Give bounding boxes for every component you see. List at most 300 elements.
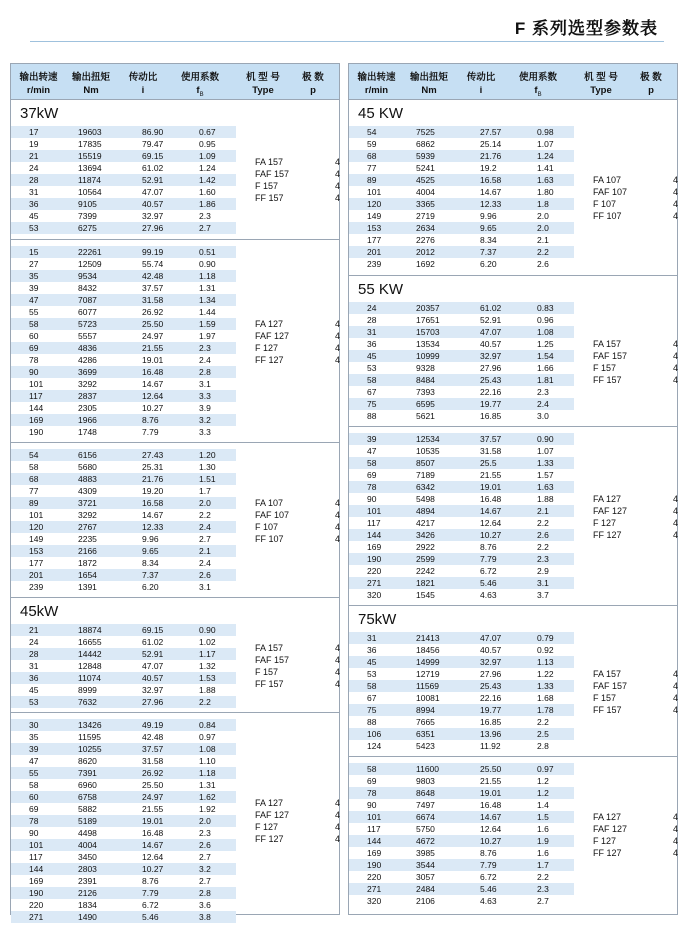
torque-cell: 3985 bbox=[416, 848, 435, 858]
ratio-cell: 25.31 bbox=[142, 462, 164, 472]
torque-cell: 3699 bbox=[78, 367, 97, 377]
torque-cell: 13426 bbox=[78, 720, 102, 730]
speed-cell: 239 bbox=[29, 582, 44, 592]
model-type: F 127 bbox=[255, 822, 279, 832]
table-row bbox=[11, 402, 236, 414]
speed-cell: 75 bbox=[367, 399, 377, 409]
column-unit: p bbox=[310, 85, 316, 96]
ratio-cell: 47.07 bbox=[142, 661, 164, 671]
ratio-cell: 27.43 bbox=[142, 450, 164, 460]
table-row bbox=[11, 684, 236, 696]
ratio-cell: 52.91 bbox=[480, 315, 502, 325]
ratio-cell: 14.67 bbox=[480, 506, 502, 516]
speed-cell: 69 bbox=[367, 470, 377, 480]
pole-count: 4 bbox=[334, 355, 340, 365]
torque-cell: 5939 bbox=[416, 151, 435, 161]
factor-cell: 0.98 bbox=[537, 127, 554, 137]
torque-cell: 4004 bbox=[78, 840, 97, 850]
pole-count: 4 bbox=[334, 810, 340, 820]
table-row bbox=[11, 569, 236, 581]
torque-cell: 3292 bbox=[78, 510, 97, 520]
speed-cell: 117 bbox=[367, 824, 381, 834]
model-line bbox=[593, 811, 678, 823]
ratio-cell: 16.48 bbox=[142, 367, 164, 377]
torque-cell: 11569 bbox=[416, 681, 440, 691]
ratio-cell: 61.02 bbox=[142, 163, 164, 173]
speed-cell: 58 bbox=[367, 458, 377, 468]
ratio-cell: 40.57 bbox=[480, 645, 502, 655]
torque-cell: 2922 bbox=[416, 542, 435, 552]
factor-cell: 2.3 bbox=[199, 211, 211, 221]
unit-subscript: B bbox=[537, 91, 542, 98]
factor-cell: 1.08 bbox=[199, 744, 216, 754]
speed-cell: 58 bbox=[367, 375, 377, 385]
model-line bbox=[593, 668, 678, 680]
speed-cell: 53 bbox=[367, 669, 377, 679]
pole-count: 4 bbox=[672, 669, 678, 679]
ratio-cell: 19.77 bbox=[480, 399, 502, 409]
speed-cell: 271 bbox=[367, 884, 382, 894]
pole-count: 4 bbox=[672, 187, 678, 197]
speed-cell: 144 bbox=[29, 403, 44, 413]
ratio-cell: 47.07 bbox=[480, 327, 502, 337]
factor-cell: 1.13 bbox=[537, 657, 554, 667]
ratio-cell: 16.48 bbox=[480, 494, 502, 504]
speed-cell: 77 bbox=[29, 486, 39, 496]
factor-cell: 1.63 bbox=[537, 482, 554, 492]
table-row bbox=[349, 174, 574, 186]
factor-cell: 1.44 bbox=[199, 307, 216, 317]
ratio-cell: 19.2 bbox=[480, 163, 497, 173]
factor-cell: 0.90 bbox=[199, 259, 216, 269]
table-row bbox=[349, 811, 574, 823]
torque-cell: 1821 bbox=[416, 578, 435, 588]
model-line bbox=[593, 847, 678, 859]
ratio-cell: 7.79 bbox=[142, 888, 159, 898]
speed-cell: 106 bbox=[367, 729, 382, 739]
torque-cell: 5557 bbox=[78, 331, 97, 341]
factor-cell: 1.09 bbox=[199, 151, 216, 161]
speed-cell: 45 bbox=[29, 211, 39, 221]
torque-cell: 2276 bbox=[416, 235, 435, 245]
table-row bbox=[349, 859, 574, 871]
table-row bbox=[349, 350, 574, 362]
speed-cell: 67 bbox=[367, 387, 377, 397]
table-row bbox=[11, 767, 236, 779]
ratio-cell: 12.33 bbox=[480, 199, 502, 209]
torque-cell: 17835 bbox=[78, 139, 102, 149]
table-row bbox=[349, 775, 574, 787]
ratio-cell: 16.58 bbox=[142, 498, 164, 508]
ratio-cell: 24.97 bbox=[142, 792, 164, 802]
factor-cell: 0.96 bbox=[537, 315, 554, 325]
table-row bbox=[349, 680, 574, 692]
ratio-cell: 6.72 bbox=[142, 900, 159, 910]
factor-cell: 1.07 bbox=[537, 446, 554, 456]
factor-cell: 2.3 bbox=[537, 884, 549, 894]
left-parameter-table bbox=[10, 63, 340, 922]
table-row bbox=[11, 779, 236, 791]
speed-cell: 39 bbox=[367, 434, 377, 444]
model-type: F 157 bbox=[593, 693, 617, 703]
table-row bbox=[349, 150, 574, 162]
table-row bbox=[11, 672, 236, 684]
speed-cell: 31 bbox=[367, 633, 377, 643]
factor-cell: 2.0 bbox=[199, 498, 211, 508]
factor-cell: 2.6 bbox=[537, 530, 549, 540]
ratio-cell: 13.96 bbox=[480, 729, 502, 739]
torque-cell: 3450 bbox=[78, 852, 97, 862]
ratio-cell: 25.50 bbox=[142, 780, 164, 790]
speed-cell: 169 bbox=[367, 542, 382, 552]
column-unit: p bbox=[648, 85, 654, 96]
ratio-cell: 22.16 bbox=[480, 387, 502, 397]
model-line bbox=[593, 493, 678, 505]
model-type: FA 107 bbox=[593, 175, 622, 185]
pole-count: 4 bbox=[672, 824, 678, 834]
model-type: FA 157 bbox=[593, 339, 622, 349]
speed-cell: 58 bbox=[29, 319, 39, 329]
speed-cell: 90 bbox=[29, 828, 39, 838]
factor-cell: 2.6 bbox=[199, 570, 211, 580]
table-row bbox=[349, 517, 574, 529]
pole-count: 4 bbox=[672, 199, 678, 209]
speed-cell: 17 bbox=[29, 127, 39, 137]
factor-cell: 3.1 bbox=[199, 582, 211, 592]
speed-cell: 47 bbox=[29, 295, 39, 305]
table-row bbox=[349, 740, 574, 752]
ratio-cell: 61.02 bbox=[480, 303, 502, 313]
table-row bbox=[11, 461, 236, 473]
ratio-cell: 16.48 bbox=[480, 800, 502, 810]
right-parameter-table bbox=[348, 63, 678, 915]
model-type: FAF 157 bbox=[255, 169, 290, 179]
ratio-cell: 8.34 bbox=[480, 235, 497, 245]
column-unit: Nm bbox=[421, 85, 437, 96]
ratio-cell: 4.63 bbox=[480, 590, 497, 600]
torque-cell: 7665 bbox=[416, 717, 435, 727]
torque-cell: 5423 bbox=[416, 741, 435, 751]
ratio-cell: 6.72 bbox=[480, 566, 497, 576]
table-row bbox=[11, 473, 236, 485]
table-row bbox=[349, 716, 574, 728]
factor-cell: 1.25 bbox=[537, 339, 554, 349]
column-header: 使用系数 bbox=[180, 72, 219, 83]
ratio-cell: 14.67 bbox=[142, 840, 164, 850]
torque-cell: 8507 bbox=[416, 458, 435, 468]
ratio-cell: 47.07 bbox=[480, 633, 502, 643]
torque-cell: 2719 bbox=[416, 211, 435, 221]
speed-cell: 47 bbox=[367, 446, 377, 456]
ratio-cell: 42.48 bbox=[142, 732, 164, 742]
speed-cell: 68 bbox=[29, 474, 39, 484]
ratio-cell: 25.43 bbox=[480, 375, 502, 385]
factor-cell: 2.8 bbox=[199, 888, 211, 898]
column-unit: $f_B$ bbox=[534, 85, 542, 98]
ratio-cell: 61.02 bbox=[142, 637, 164, 647]
column-header: 输出扭矩 bbox=[409, 72, 448, 83]
pole-count: 4 bbox=[334, 822, 340, 832]
model-type: FA 127 bbox=[255, 319, 284, 329]
pole-count: 4 bbox=[672, 812, 678, 822]
ratio-cell: 21.76 bbox=[480, 151, 502, 161]
speed-cell: 77 bbox=[367, 163, 377, 173]
torque-cell: 5750 bbox=[416, 824, 435, 834]
ratio-cell: 8.76 bbox=[142, 415, 159, 425]
power-rating-heading: 45kW bbox=[20, 603, 59, 620]
table-row bbox=[349, 529, 574, 541]
table-row bbox=[11, 815, 236, 827]
model-type: FAF 107 bbox=[593, 187, 628, 197]
torque-cell: 5621 bbox=[416, 411, 435, 421]
speed-cell: 78 bbox=[29, 816, 39, 826]
speed-cell: 320 bbox=[367, 896, 382, 906]
table-row bbox=[11, 222, 236, 234]
factor-cell: 1.17 bbox=[199, 649, 216, 659]
ratio-cell: 12.64 bbox=[480, 518, 502, 528]
model-line bbox=[593, 505, 678, 517]
model-line bbox=[255, 678, 340, 690]
torque-cell: 5241 bbox=[416, 163, 435, 173]
ratio-cell: 27.96 bbox=[480, 363, 502, 373]
torque-cell: 5498 bbox=[416, 494, 435, 504]
ratio-cell: 69.15 bbox=[142, 625, 164, 635]
torque-cell: 8648 bbox=[416, 788, 435, 798]
table-row bbox=[349, 457, 574, 469]
speed-cell: 201 bbox=[367, 247, 382, 257]
torque-cell: 11595 bbox=[78, 732, 102, 742]
table-row bbox=[11, 696, 236, 708]
speed-cell: 59 bbox=[367, 139, 377, 149]
power-section bbox=[11, 100, 339, 239]
torque-cell: 6275 bbox=[78, 223, 97, 233]
column-header: 输出扭矩 bbox=[71, 72, 110, 83]
ratio-cell: 9.65 bbox=[142, 546, 159, 556]
torque-cell: 7391 bbox=[78, 768, 97, 778]
pole-count: 4 bbox=[334, 655, 340, 665]
ratio-cell: 7.79 bbox=[480, 554, 497, 564]
ratio-cell: 47.07 bbox=[142, 187, 164, 197]
table-row bbox=[11, 911, 236, 923]
model-group bbox=[349, 426, 677, 606]
table-row bbox=[11, 282, 236, 294]
torque-cell: 7632 bbox=[78, 697, 97, 707]
table-row bbox=[349, 632, 574, 644]
ratio-cell: 10.27 bbox=[480, 836, 502, 846]
ratio-cell: 79.47 bbox=[142, 139, 164, 149]
model-type: F 157 bbox=[593, 363, 617, 373]
table-row bbox=[349, 541, 574, 553]
speed-cell: 220 bbox=[367, 566, 382, 576]
speed-cell: 120 bbox=[367, 199, 382, 209]
table-row bbox=[349, 553, 574, 565]
factor-cell: 0.83 bbox=[537, 303, 554, 313]
speed-cell: 78 bbox=[29, 355, 39, 365]
pole-count: 4 bbox=[334, 181, 340, 191]
torque-cell: 1545 bbox=[416, 590, 435, 600]
table-row bbox=[11, 306, 236, 318]
table-row bbox=[349, 883, 574, 895]
speed-cell: 24 bbox=[29, 637, 39, 647]
torque-cell: 5723 bbox=[78, 319, 97, 329]
column-header: 极 数 bbox=[640, 72, 662, 83]
table-row bbox=[11, 521, 236, 533]
ratio-cell: 19.77 bbox=[480, 705, 502, 715]
factor-cell: 0.92 bbox=[537, 645, 554, 655]
torque-cell: 5680 bbox=[78, 462, 97, 472]
table-row bbox=[11, 246, 236, 258]
model-type: FA 127 bbox=[593, 494, 622, 504]
ratio-cell: 9.65 bbox=[480, 223, 497, 233]
pole-count: 4 bbox=[334, 331, 340, 341]
pole-count: 4 bbox=[672, 693, 678, 703]
speed-cell: 36 bbox=[367, 645, 377, 655]
torque-cell: 1748 bbox=[78, 427, 97, 437]
factor-cell: 2.1 bbox=[537, 235, 549, 245]
speed-cell: 24 bbox=[367, 303, 377, 313]
factor-cell: 1.80 bbox=[537, 187, 554, 197]
speed-cell: 177 bbox=[367, 235, 382, 245]
pole-count: 4 bbox=[334, 343, 340, 353]
column-unit: Type bbox=[252, 85, 274, 96]
torque-cell: 7393 bbox=[416, 387, 435, 397]
speed-cell: 39 bbox=[29, 744, 39, 754]
factor-cell: 2.0 bbox=[537, 211, 549, 221]
torque-cell: 10999 bbox=[416, 351, 440, 361]
model-type: FF 127 bbox=[255, 834, 284, 844]
table-row bbox=[349, 469, 574, 481]
ratio-cell: 19.01 bbox=[142, 816, 164, 826]
factor-cell: 1.7 bbox=[199, 486, 211, 496]
torque-cell: 7189 bbox=[416, 470, 435, 480]
table-row bbox=[11, 162, 236, 174]
table-row bbox=[11, 150, 236, 162]
model-type: FAF 107 bbox=[255, 510, 290, 520]
speed-cell: 153 bbox=[367, 223, 382, 233]
ratio-cell: 6.72 bbox=[480, 872, 497, 882]
model-line bbox=[593, 835, 678, 847]
factor-cell: 2.0 bbox=[199, 816, 211, 826]
pole-count: 4 bbox=[334, 157, 340, 167]
speed-cell: 88 bbox=[367, 411, 377, 421]
model-type: FF 107 bbox=[255, 534, 284, 544]
speed-cell: 190 bbox=[367, 554, 382, 564]
speed-cell: 220 bbox=[29, 900, 44, 910]
table-row bbox=[349, 835, 574, 847]
speed-cell: 144 bbox=[29, 864, 44, 874]
factor-cell: 1.54 bbox=[537, 351, 554, 361]
speed-cell: 21 bbox=[29, 625, 39, 635]
torque-cell: 17651 bbox=[416, 315, 440, 325]
factor-cell: 1.24 bbox=[537, 151, 554, 161]
ratio-cell: 16.48 bbox=[142, 828, 164, 838]
factor-cell: 1.18 bbox=[199, 768, 216, 778]
speed-cell: 153 bbox=[29, 546, 44, 556]
torque-cell: 1654 bbox=[78, 570, 97, 580]
speed-cell: 90 bbox=[29, 367, 39, 377]
speed-cell: 58 bbox=[29, 780, 39, 790]
factor-cell: 1.88 bbox=[537, 494, 554, 504]
factor-cell: 1.30 bbox=[199, 462, 216, 472]
factor-cell: 2.2 bbox=[537, 542, 549, 552]
speed-cell: 58 bbox=[29, 462, 39, 472]
ratio-cell: 22.16 bbox=[480, 693, 502, 703]
torque-cell: 6156 bbox=[78, 450, 97, 460]
torque-cell: 5882 bbox=[78, 804, 97, 814]
model-list bbox=[255, 318, 340, 366]
pole-count: 4 bbox=[672, 351, 678, 361]
pole-count: 4 bbox=[672, 211, 678, 221]
power-rating-heading: 55 KW bbox=[358, 281, 404, 298]
model-line bbox=[255, 192, 340, 204]
torque-cell: 6960 bbox=[78, 780, 97, 790]
ratio-cell: 10.27 bbox=[142, 403, 164, 413]
torque-cell: 8999 bbox=[78, 685, 97, 695]
factor-cell: 1.62 bbox=[199, 792, 216, 802]
speed-cell: 69 bbox=[29, 343, 39, 353]
speed-cell: 60 bbox=[29, 792, 39, 802]
model-list bbox=[255, 156, 340, 204]
factor-cell: 1.86 bbox=[199, 199, 216, 209]
table-row bbox=[11, 863, 236, 875]
model-line bbox=[255, 497, 340, 509]
ratio-cell: 19.01 bbox=[480, 788, 502, 798]
pole-count: 4 bbox=[672, 681, 678, 691]
model-list bbox=[593, 493, 678, 541]
factor-cell: 2.1 bbox=[537, 506, 549, 516]
table-row bbox=[349, 386, 574, 398]
torque-cell: 11874 bbox=[78, 175, 102, 185]
speed-cell: 239 bbox=[367, 259, 382, 269]
table-row bbox=[349, 847, 574, 859]
pole-count: 4 bbox=[334, 667, 340, 677]
torque-cell: 7087 bbox=[78, 295, 97, 305]
column-header: 输出转速 bbox=[357, 72, 396, 83]
ratio-cell: 5.46 bbox=[480, 578, 497, 588]
torque-cell: 4286 bbox=[78, 355, 97, 365]
table-row bbox=[11, 426, 236, 438]
ratio-cell: 19.01 bbox=[142, 355, 164, 365]
factor-cell: 1.33 bbox=[537, 458, 554, 468]
model-line bbox=[255, 797, 340, 809]
factor-cell: 0.79 bbox=[537, 633, 554, 643]
ratio-cell: 8.76 bbox=[480, 542, 497, 552]
table-row bbox=[11, 366, 236, 378]
table-row bbox=[349, 493, 574, 505]
table-row bbox=[11, 198, 236, 210]
factor-cell: 1.6 bbox=[537, 824, 549, 834]
speed-cell: 69 bbox=[29, 804, 39, 814]
model-type: FA 127 bbox=[255, 798, 284, 808]
table-row bbox=[11, 342, 236, 354]
table-row bbox=[11, 875, 236, 887]
table-row bbox=[11, 378, 236, 390]
torque-cell: 1834 bbox=[78, 900, 97, 910]
speed-cell: 24 bbox=[29, 163, 39, 173]
factor-cell: 2.2 bbox=[537, 717, 549, 727]
table-row bbox=[11, 851, 236, 863]
speed-cell: 90 bbox=[367, 800, 377, 810]
table-row bbox=[11, 827, 236, 839]
model-type: F 127 bbox=[255, 343, 279, 353]
ratio-cell: 40.57 bbox=[480, 339, 502, 349]
column-unit: Nm bbox=[83, 85, 99, 96]
table-row bbox=[349, 162, 574, 174]
pole-count: 4 bbox=[334, 510, 340, 520]
torque-cell: 10081 bbox=[416, 693, 440, 703]
speed-cell: 169 bbox=[29, 876, 44, 886]
model-group bbox=[11, 712, 339, 928]
